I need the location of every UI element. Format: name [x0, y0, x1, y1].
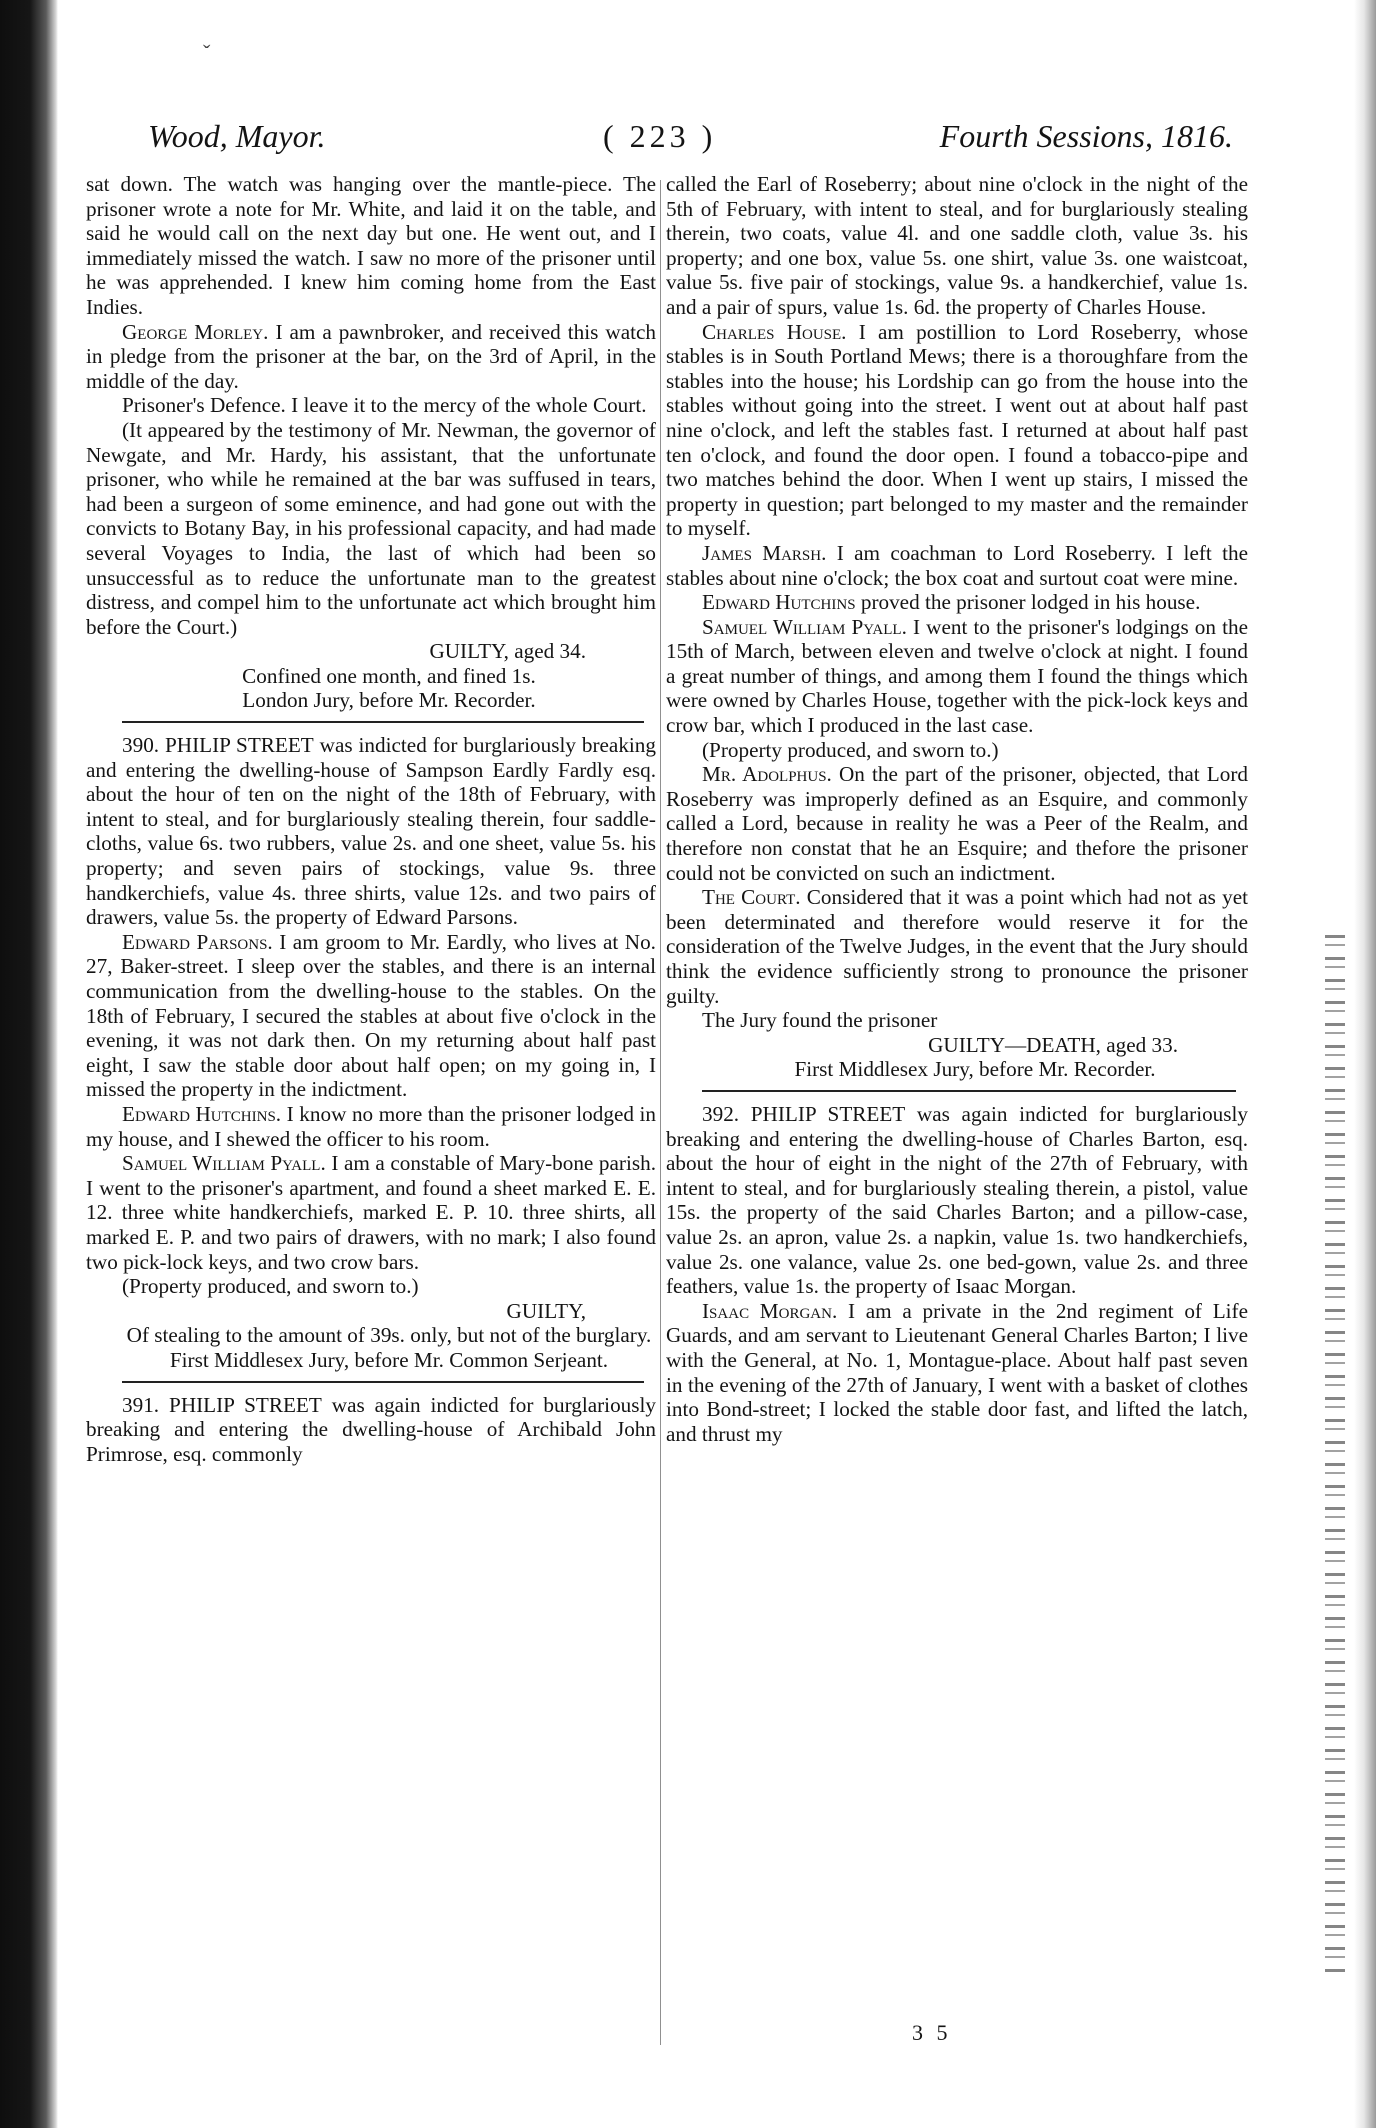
column-divider: [660, 180, 661, 2045]
verdict-line: GUILTY, aged 34.: [429, 639, 586, 664]
paragraph: [666, 1102, 1248, 1299]
paragraph: [86, 733, 656, 930]
paragraph: [666, 885, 1248, 1008]
right-column: [666, 172, 1248, 1446]
case-separator-rule: [702, 1090, 1236, 1092]
sentence-line: Of stealing to the amount of 39s. only, but not of the burglary.: [126, 1323, 652, 1348]
scan-edge-right: [1354, 0, 1376, 2128]
verdict-line: GUILTY—DEATH, aged 33.: [928, 1032, 1178, 1057]
left-column: [86, 172, 656, 1466]
paragraph-text: I am coachman to Lord Roseberry. I left the stables about nine o'clock; the box coat and surtout coat were mine.: [666, 540, 1248, 590]
paragraph: [666, 1008, 1248, 1033]
paragraph-text: I am a private in the 2nd regiment of Life Guards, and am servant to Lieutenant General Charles Barton; I live with the General, at No. 1, Montague-place. About half past seven in the evening of the 27th of January, I went with a basket of clothes into Bond-street; I locked the stable door fast, and lifted the latch, and thrust my: [666, 1298, 1248, 1446]
paragraph-text: (It appeared by the testimony of Mr. Newman, the governor of Newgate, and Mr. Hardy, his assistant, that the unfortunate prisoner, who while he remained at the bar was suffused in tears, had been a surgeon of some eminence, and had gone out with the convicts to Botany Bay, in his professional capacity, and had made several Voyages to India, the last of which had been so unsuccessful as to reduce the unfortunate man to the greatest distress, and compel him to the unfortunate act which brought him before the Court.): [86, 417, 656, 639]
sentence-line: London Jury, before Mr. Recorder.: [242, 688, 536, 713]
paragraph-text: was again indicted for burglariously breaking and entering the dwelling-house of Archibald John Primrose, esq. commonly: [86, 1392, 656, 1466]
paragraph: [86, 1274, 656, 1299]
speaker-name: Mr. Adolphus.: [702, 762, 832, 787]
paragraph-text: I am groom to Mr. Eardly, who lives at No. 27, Baker-street. I sleep over the stables, and there is an internal communication from the dwelling-house to the stables. On the 18th of February, I secured the stables at about five o'clock in the evening, it was not dark then. On my returning about half past eight, I saw the stable door about half open; on my going in, I missed the property in the indictment.: [86, 929, 656, 1102]
paragraph-text: (Property produced, and sworn to.): [122, 1274, 419, 1299]
speaker-name: Charles House.: [702, 319, 847, 344]
paragraph-text: Considered that it was a point which had not as yet been determinated and therefore would reserve it for the consideration of the Twelve Judges, in the event that the Jury should think the evidence sufficiently strong to pronounce the prisoner guilty.: [666, 885, 1248, 1008]
scan-edge-left: [0, 0, 58, 2128]
paragraph: [666, 738, 1248, 763]
paragraph: [86, 1102, 656, 1151]
paragraph-text: The Jury found the prisoner: [702, 1008, 938, 1033]
case-separator-rule: [122, 1381, 644, 1383]
paragraph-text: (Property produced, and sworn to.): [702, 737, 999, 762]
scan-margin-marks: [1325, 935, 1345, 1975]
paragraph-text: I am a constable of Mary-bone parish. I went to the prisoner's apartment, and found a sheet marked E. E. 12. three white handkerchiefs, marked E. P. 10. three shirts, all marked E. P. and two pairs of drawers, with no mark; I also found two pick-lock keys, and two crow bars.: [86, 1151, 656, 1274]
paragraph: [86, 418, 656, 639]
paragraph: [666, 320, 1248, 541]
paragraph: [86, 393, 656, 418]
paragraph-text: Prisoner's Defence. I leave it to the mercy of the whole Court.: [122, 393, 647, 418]
sentence-line: First Middlesex Jury, before Mr. Common Serjeant.: [169, 1347, 609, 1372]
paragraph-text: proved the prisoner lodged in his house.: [855, 590, 1201, 615]
case-heading: 391. PHILIP STREET: [122, 1392, 322, 1417]
speaker-name: Edward Hutchins.: [122, 1101, 282, 1126]
paragraph-text: I am postillion to Lord Roseberry, whose stables is in South Portland Mews; there is a thoroughfare from the stables into the house; his Lordship can go from the house into the stables without going into the street. I went out at about half past nine o'clock, and left the stables fast. I returned at about half past ten o'clock, and found the door open. I found a tobacco-pipe and two matches behind the door. When I went up stairs, I missed the property in question; part belonged to my master and the remainder to myself.: [666, 319, 1248, 541]
paragraph: [666, 615, 1248, 738]
paragraph: [666, 762, 1248, 885]
verdict-line: GUILTY,: [506, 1298, 586, 1323]
case-heading: 392. PHILIP STREET: [702, 1101, 906, 1126]
speaker-name: The Court.: [702, 885, 801, 910]
paragraph: [666, 590, 1248, 615]
paragraph: [86, 1151, 656, 1274]
speaker-name: Edward Parsons.: [122, 929, 273, 954]
speaker-name: Isaac Morgan.: [702, 1298, 838, 1323]
paragraph-text: I know no more than the prisoner lodged in my house, and I shewed the officer to his room.: [86, 1101, 656, 1151]
paragraph-text: On the part of the prisoner, objected, that Lord Roseberry was improperly defined as an Esquire, and commonly called a Lord, because in reality he was a Peer of the Realm, and therefore non constat that he an Esquire; and thefore the prisoner could not be convicted on such an indictment.: [666, 762, 1248, 885]
paragraph-text: was indicted for burglariously breaking and entering the dwelling-house of Sampson Eardly Fardly esq. about the hour of ten on the night of the 18th of February, with intent to steal, and for burglariously stealing therein, four saddle-cloths, value 6s. two rubbers, value 2s. and one sheet, value 5s. his property; and seven pairs of stockings, value 9s. three handkerchiefs, value 4s. three shirts, value 12s. and two pairs of drawers, value 5s. the property of Edward Parsons.: [86, 733, 656, 930]
header-sessions: Fourth Sessions, 1816.: [939, 118, 1233, 154]
paragraph: [86, 320, 656, 394]
paragraph-text: called the Earl of Roseberry; about nine o'clock in the night of the 5th of February, with intent to steal, and for burglariously stealing therein, two coats, value 4l. and one saddle cloth, value 3s. his property; and one box, value 5s. one shirt, value 3s. one waistcoat, value 5s. five pair of stockings, value 9s. a handkerchief, value 1s. and a pair of spurs, value 1s. 6d. the property of Charles House.: [666, 172, 1248, 319]
paragraph-text: was again indicted for burglariously breaking and entering the dwelling-house of Charles Barton, esq. about the hour of eight in the night of the 27th of February, with intent to steal, and for burglariously stealing therein, a pistol, value 15s. the property of the said Charles Barton; and a pillow-case, value 2s. an apron, value 2s. a napkin, value 1s. two handkerchiefs, value 2s. one valance, value 2s. one bed-gown, value 2s. and three feathers, value 1s. the property of Isaac Morgan.: [666, 1101, 1248, 1299]
paragraph: [666, 172, 1248, 320]
sentence-line: First Middlesex Jury, before Mr. Recorder.: [794, 1057, 1156, 1082]
signature-mark: 3 5: [912, 2020, 952, 2045]
paragraph: [86, 930, 656, 1102]
page-number: ( 223 ): [603, 118, 717, 154]
paragraph-text: I went to the prisoner's lodgings on the 15th of March, between eleven and twelve o'clock at night. I found a great number of things, and among them I found the things which were owned by Charles House, together with the pick-lock keys and crow bar, which I produced in the last case.: [666, 614, 1249, 738]
sentence-line: Confined one month, and fined 1s.: [242, 663, 536, 688]
paragraph: [666, 541, 1248, 590]
paragraph: [86, 1393, 656, 1467]
paragraph: [86, 172, 656, 320]
speaker-name: James Marsh.: [702, 540, 827, 565]
paragraph: [666, 1299, 1248, 1447]
speaker-name: Samuel William Pyall.: [122, 1151, 326, 1176]
case-separator-rule: [122, 721, 644, 723]
paragraph-text: sat down. The watch was hanging over the mantle-piece. The prisoner wrote a note for Mr. White, and laid it on the table, and said he would call on the next day but one. He went out, and I immediately missed the watch. I saw no more of the prisoner until he was apprehended. I knew him coming home from the East Indies.: [86, 172, 656, 319]
speaker-name: Samuel William Pyall.: [702, 614, 907, 639]
running-header: [148, 118, 1233, 166]
speaker-name: Edward Hutchins: [702, 590, 856, 615]
header-mayor: Wood, Mayor.: [148, 118, 326, 154]
speaker-name: George Morley.: [122, 319, 269, 344]
case-heading: 390. PHILIP STREET: [122, 733, 314, 758]
stray-ink-mark: ˇ: [203, 40, 211, 65]
paragraph-text: I am a pawnbroker, and received this watch in pledge from the prisoner at the bar, on the 3rd of April, in the middle of the day.: [86, 319, 656, 393]
